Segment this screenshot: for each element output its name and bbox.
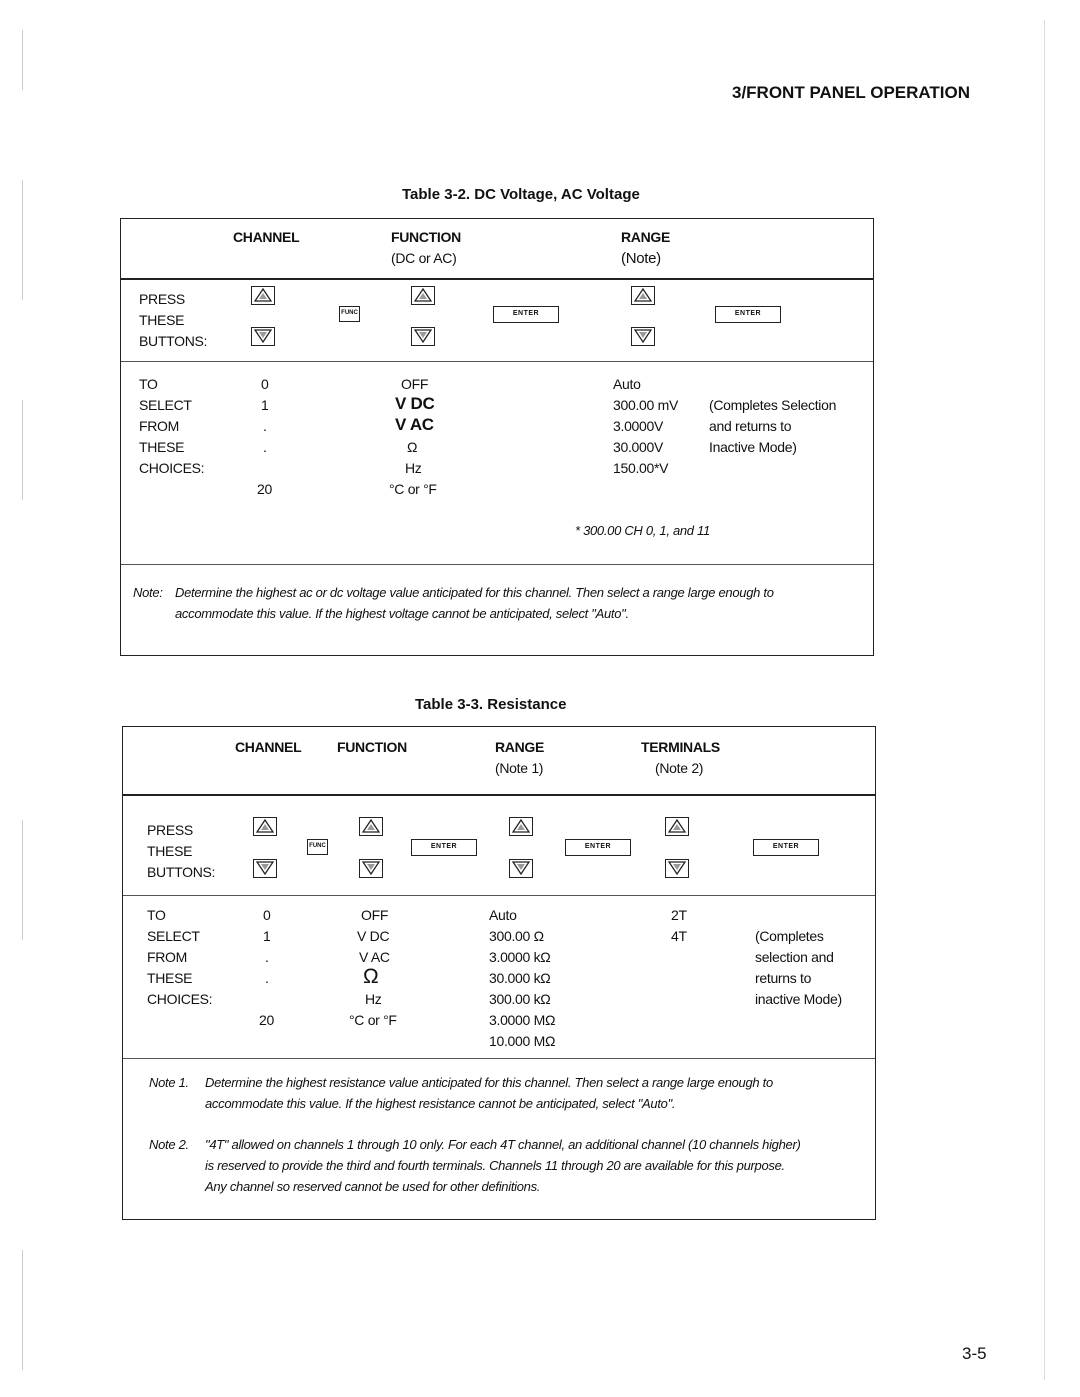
completes-text: returns to: [755, 970, 812, 986]
range-value: 150.00*V: [613, 460, 669, 476]
terminal-value: 4T: [671, 928, 687, 944]
select-label: SELECT: [139, 397, 192, 413]
divider: [121, 361, 873, 362]
completes-text: Inactive Mode): [709, 439, 797, 455]
col-range-sub: (Note 1): [495, 760, 544, 776]
col-range-sub: (Note): [621, 250, 661, 267]
select-label: CHOICES:: [147, 991, 213, 1007]
col-function: FUNCTION: [391, 229, 461, 245]
range-value: 300.00 Ω: [489, 928, 544, 944]
channel-value: 1: [263, 928, 271, 944]
select-label: TO: [139, 376, 158, 392]
down-arrow-button[interactable]: [665, 859, 689, 878]
function-value: V DC: [357, 928, 390, 944]
col-function: FUNCTION: [337, 739, 407, 755]
up-arrow-button[interactable]: [411, 286, 435, 305]
range-value: 30.000 kΩ: [489, 970, 551, 986]
table2: [122, 726, 876, 1220]
divider: [123, 1058, 875, 1059]
channel-value: .: [265, 949, 269, 965]
note2-text: "4T" allowed on channels 1 through 10 only. For each 4T channel, an additional channel (10 channels higher): [205, 1137, 801, 1152]
enter-button[interactable]: ENTER: [493, 306, 559, 323]
note1-text: Determine the highest resistance value anticipated for this channel. Then select a range large enough to: [205, 1075, 773, 1090]
completes-text: inactive Mode): [755, 991, 842, 1007]
range-value: 30.000V: [613, 439, 664, 455]
divider: [121, 564, 873, 565]
channel-value: 20: [257, 481, 272, 497]
col-terminals: TERMINALS: [641, 739, 720, 755]
press-label: BUTTONS:: [147, 864, 216, 880]
margin-mark: [22, 400, 23, 500]
range-value: Auto: [489, 907, 517, 923]
up-arrow-button[interactable]: [253, 817, 277, 836]
channel-value: 0: [261, 376, 269, 392]
function-value: V DC: [395, 394, 435, 413]
range-value: 300.00 kΩ: [489, 991, 551, 1007]
down-arrow-button[interactable]: [411, 327, 435, 346]
col-range: RANGE: [495, 739, 545, 755]
margin-mark: [1044, 20, 1045, 1380]
select-label: TO: [147, 907, 166, 923]
completes-text: (Completes: [755, 928, 824, 944]
function-value: OFF: [401, 376, 429, 392]
function-value: Hz: [405, 460, 422, 476]
function-value: Ω: [407, 439, 418, 455]
note2-label: Note 2.: [149, 1137, 189, 1152]
down-arrow-button[interactable]: [251, 327, 275, 346]
function-value: V AC: [359, 949, 390, 965]
func-button[interactable]: FUNC: [307, 839, 328, 855]
range-value: 3.0000 kΩ: [489, 949, 551, 965]
divider: [123, 794, 875, 796]
select-label: FROM: [139, 418, 180, 434]
margin-mark: [22, 820, 23, 940]
press-label: PRESS: [139, 291, 185, 307]
margin-mark: [22, 1250, 23, 1370]
channel-value: .: [265, 970, 269, 986]
function-value: Ω: [363, 965, 379, 988]
col-function-sub: (DC or AC): [391, 250, 457, 266]
range-value: 300.00 mV: [613, 397, 679, 413]
note1-label: Note 1.: [149, 1075, 189, 1090]
range-value: 10.000 MΩ: [489, 1033, 556, 1049]
range-value: 3.0000 MΩ: [489, 1012, 556, 1028]
note-label: Note:: [133, 585, 163, 600]
channel-value: 1: [261, 397, 269, 413]
enter-button[interactable]: ENTER: [715, 306, 781, 323]
select-label: CHOICES:: [139, 460, 205, 476]
table1: [120, 218, 874, 656]
select-label: FROM: [147, 949, 188, 965]
note2-text: is reserved to provide the third and fourth terminals. Channels 11 through 20 are available for this purpose.: [205, 1158, 785, 1173]
press-label: THESE: [139, 312, 185, 328]
up-arrow-button[interactable]: [665, 817, 689, 836]
down-arrow-button[interactable]: [359, 859, 383, 878]
function-value: V AC: [395, 415, 434, 434]
note-text: Determine the highest ac or dc voltage value anticipated for this channel. Then select a range large enough to: [175, 585, 774, 600]
function-value: °C or °F: [349, 1012, 397, 1028]
terminal-value: 2T: [671, 907, 687, 923]
range-value: 3.0000V: [613, 418, 664, 434]
margin-mark: [22, 30, 23, 90]
note2-text: Any channel so reserved cannot be used for other definitions.: [205, 1179, 541, 1194]
down-arrow-button[interactable]: [253, 859, 277, 878]
margin-mark: [22, 180, 23, 300]
select-label: SELECT: [147, 928, 200, 944]
enter-button[interactable]: ENTER: [753, 839, 819, 856]
press-label: THESE: [147, 843, 193, 859]
function-value: Hz: [365, 991, 382, 1007]
page-number: 3-5: [962, 1344, 987, 1363]
enter-button[interactable]: ENTER: [411, 839, 477, 856]
channel-value: .: [263, 418, 267, 434]
range-value: Auto: [613, 376, 641, 392]
select-label: THESE: [139, 439, 185, 455]
table2-caption: Table 3-3. Resistance: [415, 696, 567, 713]
channel-value: .: [263, 439, 267, 455]
function-value: OFF: [361, 907, 389, 923]
function-value: °C or °F: [389, 481, 437, 497]
note-text: accommodate this value. If the highest voltage cannot be anticipated, select "Auto".: [175, 606, 629, 621]
completes-text: selection and: [755, 949, 834, 965]
section-header: 3/FRONT PANEL OPERATION: [732, 83, 971, 102]
press-label: PRESS: [147, 822, 193, 838]
down-arrow-button[interactable]: [631, 327, 655, 346]
col-range: RANGE: [621, 229, 671, 245]
col-channel: CHANNEL: [233, 229, 300, 245]
up-arrow-button[interactable]: [509, 817, 533, 836]
enter-button[interactable]: ENTER: [565, 839, 631, 856]
divider: [121, 278, 873, 280]
table1-caption: Table 3-2. DC Voltage, AC Voltage: [402, 186, 640, 203]
func-button[interactable]: FUNC: [339, 306, 360, 322]
select-label: THESE: [147, 970, 193, 986]
footnote: * 300.00 CH 0, 1, and 11: [575, 523, 710, 538]
down-arrow-button[interactable]: [509, 859, 533, 878]
completes-text: and returns to: [709, 418, 792, 434]
col-terminals-sub: (Note 2): [655, 760, 704, 776]
up-arrow-button[interactable]: [359, 817, 383, 836]
completes-text: (Completes Selection: [709, 397, 837, 413]
channel-value: 0: [263, 907, 271, 923]
note1-text: accommodate this value. If the highest resistance cannot be anticipated, select "Auto".: [205, 1096, 676, 1111]
channel-value: 20: [259, 1012, 274, 1028]
divider: [123, 895, 875, 896]
col-channel: CHANNEL: [235, 739, 302, 755]
press-label: BUTTONS:: [139, 333, 208, 349]
up-arrow-button[interactable]: [251, 286, 275, 305]
up-arrow-button[interactable]: [631, 286, 655, 305]
